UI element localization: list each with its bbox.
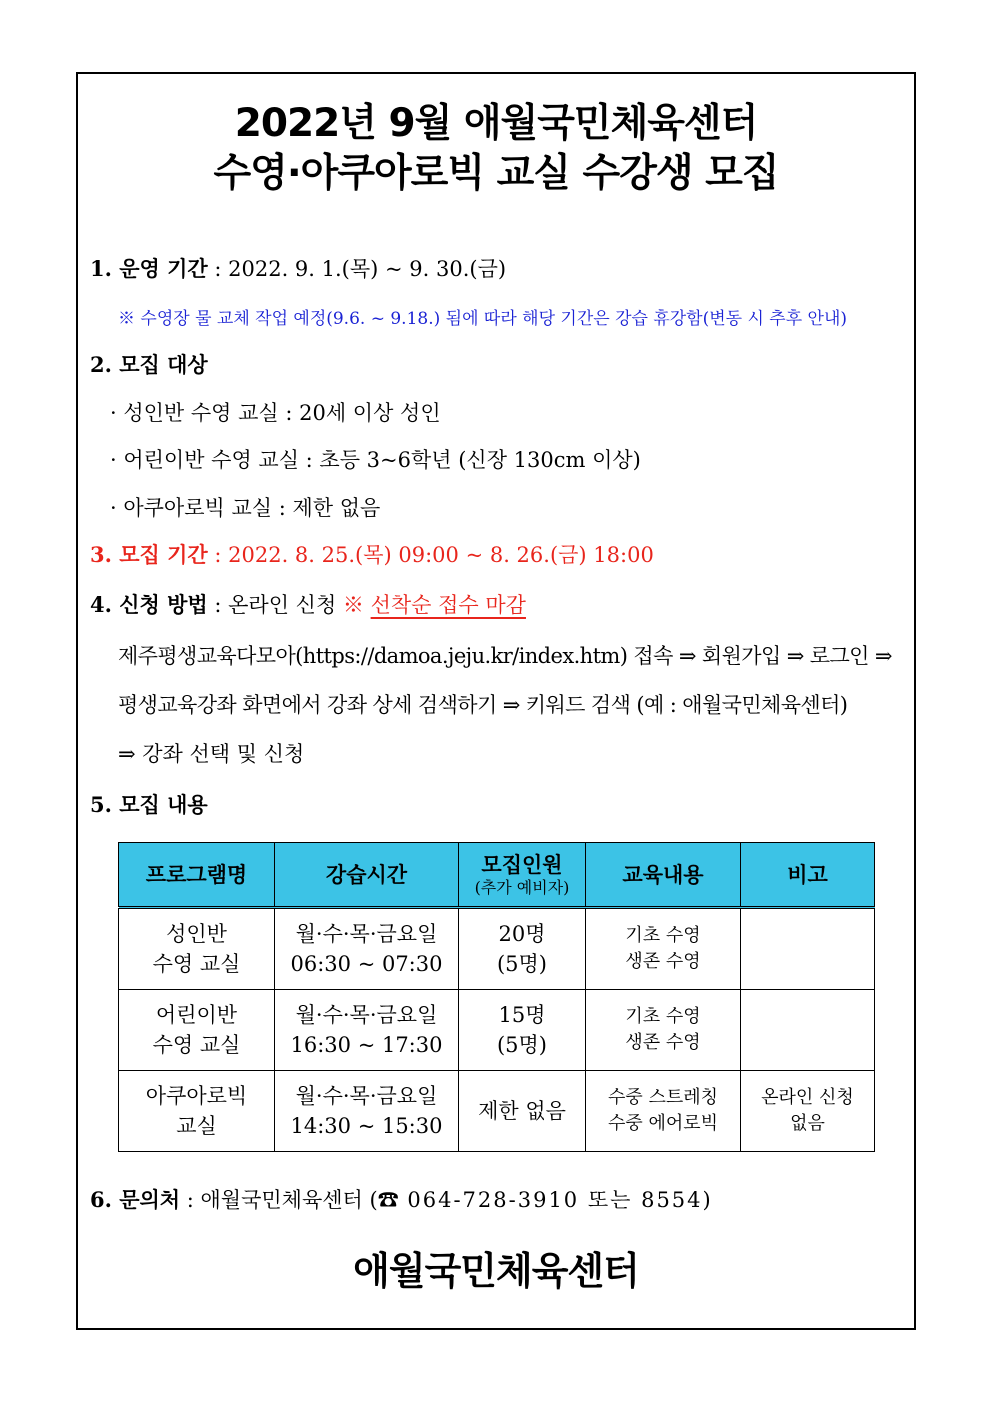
class-days: 월·수·목·금요일 bbox=[295, 921, 438, 946]
first-come-notice: 선착순 접수 마감 bbox=[370, 593, 526, 617]
col-note: 비고 bbox=[741, 843, 875, 908]
section-6-heading: 6. 문의처 bbox=[90, 1187, 181, 1212]
table-row bbox=[119, 1071, 875, 1152]
table-row bbox=[119, 990, 875, 1071]
apply-step-line: ⇒ 강좌 선택 및 신청 bbox=[118, 742, 305, 766]
section-4-value: : 온라인 신청 bbox=[207, 593, 343, 617]
content: 기초 수영 bbox=[625, 924, 701, 946]
capacity: 제한 없음 bbox=[478, 1098, 566, 1123]
phone-icon: ☎ bbox=[377, 1188, 399, 1212]
program-name: 성인반 bbox=[166, 921, 227, 946]
col-capacity-label: 모집인원 bbox=[481, 852, 563, 878]
title-line-1: 2022년 9월 애월국민체육센터 bbox=[234, 101, 758, 146]
class-time: 06:30 ~ 07:30 bbox=[290, 952, 443, 976]
section-4 bbox=[90, 589, 526, 619]
section-4-heading: 4. 신청 방법 bbox=[90, 592, 208, 617]
recruitment-table bbox=[118, 842, 875, 1152]
table-header-row bbox=[119, 843, 875, 908]
footer-org-name: 애월국민체육센터 bbox=[353, 1249, 639, 1293]
col-time: 강습시간 bbox=[275, 843, 459, 908]
capacity: 20명 bbox=[498, 921, 546, 946]
spare-capacity: (5명) bbox=[496, 1033, 548, 1057]
col-program: 프로그램명 bbox=[119, 843, 275, 908]
section-3 bbox=[90, 539, 654, 569]
note: 온라인 신청 bbox=[761, 1086, 854, 1108]
class-time: 16:30 ~ 17:30 bbox=[290, 1033, 443, 1057]
program-name: 어린이반 bbox=[155, 1002, 238, 1027]
section-6 bbox=[90, 1184, 713, 1214]
apply-step-line: 평생교육강좌 화면에서 강좌 상세 검색하기 ⇒ 키워드 검색 (예 : 애월국민체육센터) bbox=[118, 693, 848, 717]
section-6-value: : 애월국민체육센터 ( bbox=[180, 1188, 378, 1212]
section-1-heading: 1. 운영 기간 bbox=[90, 256, 208, 281]
section-1-note: ※ 수영장 물 교체 작업 예정(9.6. ~ 9.18.) 됨에 따라 해당 기간은 강습 휴강함(변동 시 추후 안내) bbox=[118, 309, 848, 329]
section-3-heading: 3. 모집 기간 bbox=[90, 542, 208, 567]
class-days: 월·수·목·금요일 bbox=[295, 1002, 438, 1027]
content: 수중 에어로빅 bbox=[607, 1113, 719, 1134]
target-item: · 아쿠아로빅 교실 : 제한 없음 bbox=[110, 496, 381, 520]
content: 생존 수영 bbox=[625, 1032, 701, 1053]
content: 생존 수영 bbox=[625, 951, 701, 972]
section-1 bbox=[90, 253, 506, 283]
program-name: 아쿠아로빅 bbox=[145, 1083, 248, 1108]
spare-capacity: (5명) bbox=[496, 952, 548, 976]
apply-step-line: 제주평생교육다모아(https://damoa.jeju.kr/index.htm) 접속 ⇒ 회원가입 ⇒ 로그인 ⇒ bbox=[118, 644, 892, 668]
content: 수중 스트레칭 bbox=[607, 1086, 719, 1108]
note: 없음 bbox=[790, 1113, 825, 1134]
content: 기초 수영 bbox=[625, 1005, 701, 1027]
capacity: 15명 bbox=[498, 1002, 546, 1027]
class-time: 14:30 ~ 15:30 bbox=[290, 1114, 443, 1138]
program-name: 수영 교실 bbox=[152, 1033, 241, 1057]
phone-number: 064-728-3910 또는 8554) bbox=[398, 1188, 713, 1212]
col-content: 교육내용 bbox=[586, 843, 741, 908]
section-3-value: : 2022. 8. 25.(목) 09:00 ~ 8. 26.(금) 18:00 bbox=[207, 543, 654, 567]
section-1-value: : 2022. 9. 1.(목) ~ 9. 30.(금) bbox=[207, 257, 507, 281]
col-capacity-sub: (추가 예비자) bbox=[474, 877, 570, 897]
table-row bbox=[119, 908, 875, 990]
section-5-heading: 5. 모집 내용 bbox=[90, 792, 208, 817]
target-item: · 어린이반 수영 교실 : 초등 3~6학년 (신장 130cm 이상) bbox=[110, 448, 641, 472]
notice-mark: ※ bbox=[342, 593, 364, 617]
section-2-heading: 2. 모집 대상 bbox=[90, 352, 208, 377]
title-line-2: 수영·아쿠아로빅 교실 수강생 모집 bbox=[213, 151, 779, 196]
program-name: 수영 교실 bbox=[152, 952, 241, 976]
program-name: 교실 bbox=[176, 1114, 217, 1138]
target-item: · 성인반 수영 교실 : 20세 이상 성인 bbox=[110, 401, 441, 425]
class-days: 월·수·목·금요일 bbox=[295, 1083, 438, 1108]
col-capacity bbox=[459, 843, 586, 908]
